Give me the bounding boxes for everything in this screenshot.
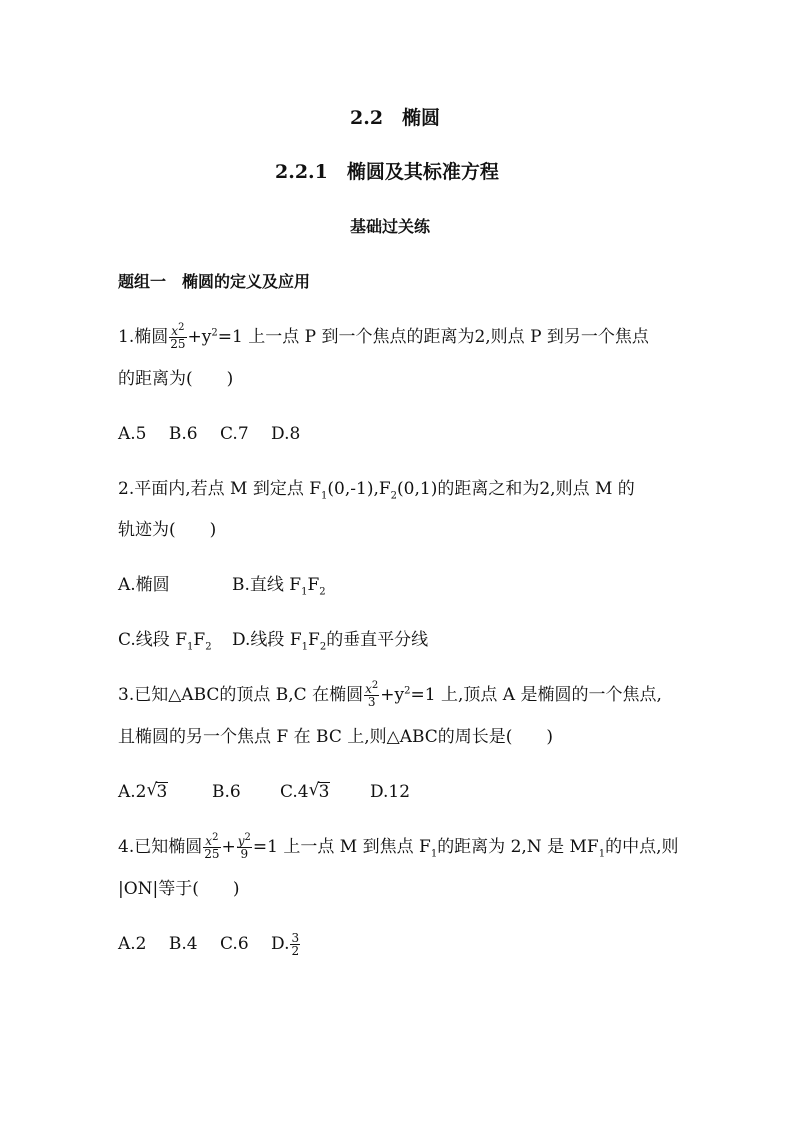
q2-optc-sub2: 2 bbox=[205, 641, 212, 653]
question-2-option-d: D.线段 $F_1F_2$的垂直平分线 bbox=[232, 630, 429, 653]
question-4-options bbox=[118, 932, 301, 957]
q2-optc-sub1: 1 bbox=[187, 641, 194, 653]
q2-optd-post: 的垂直平分线 bbox=[326, 630, 429, 650]
q4-frac2-num: y bbox=[237, 834, 245, 848]
question-4-line-2: |ON|等于( ) bbox=[118, 879, 240, 899]
q1-text: 1.椭圆 bbox=[118, 327, 169, 347]
q3-text: 3.已知△ABC的顶点 B,C 在椭圆 bbox=[118, 685, 364, 705]
q2-text-c: (0,1)的距离之和为2,则点 M 的 bbox=[397, 479, 635, 499]
q4-post3: 的中点,则 bbox=[605, 837, 679, 857]
sqrt-symbol: √ 3 bbox=[308, 780, 330, 802]
q3-opta-text: A.2 bbox=[118, 782, 147, 802]
q2-optd-sub2: 2 bbox=[319, 641, 327, 653]
question-3-line-2: 且椭圆的另一个焦点 F 在 BC 上,则△ABC的周长是( ) bbox=[118, 727, 554, 747]
sqrt-symbol: √ 3 bbox=[146, 780, 168, 802]
q4-frac1-den: 25 bbox=[204, 847, 220, 861]
q2-optd-sub1: 1 bbox=[301, 641, 309, 653]
q3-optc-text: C.4 bbox=[280, 782, 309, 802]
q1-fraction bbox=[169, 322, 186, 351]
question-3-line-1 bbox=[118, 680, 662, 709]
question-3-option-c bbox=[280, 780, 330, 804]
q4-exp1: 2 bbox=[212, 832, 219, 843]
q2-optd-text: D.线段 F bbox=[232, 630, 302, 650]
question-4-line-1 bbox=[118, 832, 679, 861]
q4-exp2: 2 bbox=[244, 832, 251, 843]
q4-plus: + bbox=[221, 837, 236, 857]
q4-optd-den: 2 bbox=[291, 944, 300, 958]
q4-optd-num: 3 bbox=[291, 931, 300, 945]
q1-exp: 2 bbox=[178, 322, 185, 333]
q4-frac2-den: 9 bbox=[240, 847, 249, 861]
q3-frac-num: x bbox=[365, 682, 372, 696]
question-2-option-b: B.直线 $F_1F_2$ bbox=[232, 575, 326, 598]
question-3-option-a bbox=[118, 780, 168, 804]
q1-post: =1 上一点 P 到一个焦点的距离为2,则点 P 到另一个焦点 bbox=[217, 327, 649, 347]
question-3-option-b: B.6 bbox=[212, 782, 241, 802]
q2-optb-sub1: 1 bbox=[301, 586, 308, 598]
question-3-option-d: D.12 bbox=[370, 782, 411, 802]
q2-text-b: (0,-1),F bbox=[327, 479, 391, 499]
q3-post: +y bbox=[380, 685, 405, 705]
q4-fraction-1 bbox=[203, 832, 220, 861]
q2-text-a: 2.平面内,若点 M 到定点 F bbox=[118, 479, 322, 499]
q2-optb-sub2: 2 bbox=[319, 586, 326, 598]
q3-opta-rad: 3 bbox=[156, 782, 168, 802]
q4-fraction-2 bbox=[237, 832, 252, 861]
q1-mid: +y bbox=[187, 327, 212, 347]
q4-post: =1 上一点 M 到焦点 F bbox=[252, 837, 431, 857]
q1-frac-num: x bbox=[171, 324, 179, 338]
q2-sub-2: 2 bbox=[390, 490, 398, 502]
q3-exp: 2 bbox=[371, 680, 379, 691]
q3-post2: =1 上,顶点 A 是椭圆的一个焦点, bbox=[410, 685, 662, 705]
question-2-line-2: 轨迹为( ) bbox=[118, 520, 217, 540]
group-heading: 题组一 椭圆的定义及应用 bbox=[118, 272, 311, 291]
section-title: 2.2 椭圆 bbox=[350, 107, 441, 129]
q4-frac1-num: x bbox=[205, 834, 213, 848]
subsection-title: 2.2.1 椭圆及其标准方程 bbox=[275, 161, 499, 183]
q2-sub-1: 1 bbox=[321, 490, 328, 502]
q3-fraction bbox=[364, 680, 379, 709]
q3-frac-den: 3 bbox=[367, 695, 376, 709]
q1-frac-den: 25 bbox=[170, 337, 186, 351]
q4-options-text: A.2 B.4 C.6 D. bbox=[118, 934, 290, 954]
q4-sub1b: 1 bbox=[598, 848, 606, 860]
practice-heading: 基础过关练 bbox=[350, 217, 431, 236]
q2-optb-text: B.直线 F bbox=[232, 575, 302, 595]
q3-exp-y: 2 bbox=[404, 685, 411, 697]
q2-optc-text: C.线段 F bbox=[118, 630, 188, 650]
question-1-line-1 bbox=[118, 322, 649, 351]
q4-text: 4.已知椭圆 bbox=[118, 837, 203, 857]
question-1-line-2: 的距离为( ) bbox=[118, 369, 234, 389]
q4-post2: 的距离为 2,N 是 MF bbox=[437, 837, 599, 857]
question-1-options: A.5 B.6 C.7 D.8 bbox=[118, 424, 301, 444]
q4-sub1a: 1 bbox=[430, 848, 438, 860]
question-2-line-1 bbox=[118, 477, 635, 501]
q3-optc-rad: 3 bbox=[318, 782, 330, 802]
question-2-option-c: C.线段 $F_1F_2$ bbox=[118, 630, 212, 653]
q4-optd-fraction bbox=[290, 932, 300, 957]
q1-exp-y: 2 bbox=[211, 327, 218, 339]
question-2-option-a: A.椭圆 bbox=[118, 575, 170, 595]
